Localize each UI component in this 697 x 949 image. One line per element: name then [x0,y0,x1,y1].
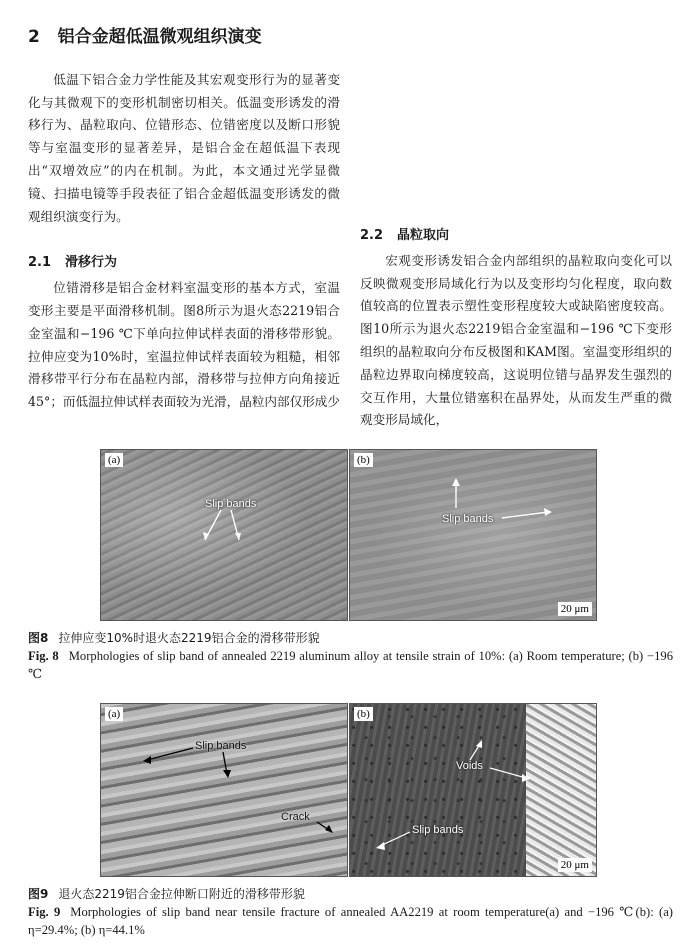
slip-paragraph-continued [360,0,672,213]
slip-text: 位错滑移是铝合金材料室温变形的基本方式，室温变形主要是平面滑移机制。图8所示为退火态2219铝合金室温和−196 ℃下单向拉伸试样表面的滑移带形貌。拉伸应变为10%时，室温拉伸试样表面较为粗糙，相邻滑移带平行分布在晶粒内部，滑移带与拉伸方向角接近45°；而低温拉伸试样表面较为光滑，晶粒内部仅形成少 [28,280,340,410]
figure-panel-label: (a) [105,453,123,467]
crack-annotation: Crack [281,811,310,823]
voids-annotation: Voids [456,760,483,772]
arrow-icon [101,704,347,876]
caption-number-zh: 图8 [28,631,49,645]
caption-number-zh: 图9 [28,887,49,901]
caption-zh: 拉伸应变10%时退火态2219铝合金的滑移带形貌 [58,631,320,645]
subsection-heading-grain [360,225,672,248]
section-heading [28,26,340,49]
caption-number-en: Fig. 8 [28,649,59,663]
subsection-number: 2.1 [28,255,52,271]
caption-number-en: Fig. 9 [28,905,61,919]
scale-bar: 20 μm [558,602,592,616]
figure9b-image [349,703,597,877]
slip-bands-annotation: Slip bands [412,824,464,836]
slip-bands-annotation: Slip bands [442,513,494,525]
caption-en: Morphologies of slip band of annealed 2219 aluminum alloy at tensile strain of 10%: (a) Room temperature; (b) −196 ℃ [28,649,673,681]
arrow-icon [350,704,596,876]
figure8a-image [100,449,348,621]
figure-panel-label: (a) [105,707,123,721]
intro-paragraph: 低温下铝合金力学性能及其宏观变形行为的显著变化与其微观下的变形机制密切相关。低温变形诱发的滑移行为、晶粒取向、位错形态、位错密度以及断口形貌等与室温变形的显著差异，是铝合金在超低温下表现出“双增效应”的内在机制。为此，本文通过光学显微镜、扫描电镜等手段表征了铝合金超低温变形诱发的微观组织演变行为。 [28,71,340,224]
arrow-icon [101,450,347,620]
figure-panel-label: (b) [354,707,373,721]
left-column [28,0,340,415]
figure9-caption [28,885,673,939]
figure-panel-label: (b) [354,453,373,467]
caption-zh: 退火态2219铝合金拉伸断口附近的滑移带形貌 [58,887,305,901]
right-column [360,0,672,432]
subsection-number: 2.2 [360,228,384,243]
subsection-title: 滑移行为 [65,255,118,271]
slip-paragraph-part1 [28,277,340,415]
figure8-caption [28,629,673,683]
slip-bands-annotation: Slip bands [195,740,247,752]
subsection-title: 晶粒取向 [397,228,450,243]
figure8b-image [349,449,597,621]
figure9a-image [100,703,348,877]
section-number: 2 [28,27,40,47]
slip-bands-annotation: Slip bands [205,498,257,510]
grain-paragraph: 宏观变形诱发铝合金内部组织的晶粒取向变化可以反映微观变形局域化行为以及变形均匀化程度，取向数值较高的位置表示塑性变形程度较大或缺陷密度较高。图10所示为退火态2219铝合金室温和−196 ℃下变形组织的晶粒取向分布反极图和KAM图。室温变形组织的晶粒边界取向梯度较高，这说明位错与晶界发生强烈的交互作用，大量位错塞积在晶界处，从而发生严重的微观变形局域化， [360,252,672,428]
caption-en: Morphologies of slip band near tensile fracture of annealed AA2219 at room temperature(a) and −196 ℃(b): (a) η=29.4%; (b) η=44.1% [28,905,673,937]
arrow-icon [350,450,596,620]
subsection-heading-slip [28,252,340,275]
section-title: 铝合金超低温微观组织演变 [57,27,262,47]
scale-bar: 20 μm [558,858,592,872]
